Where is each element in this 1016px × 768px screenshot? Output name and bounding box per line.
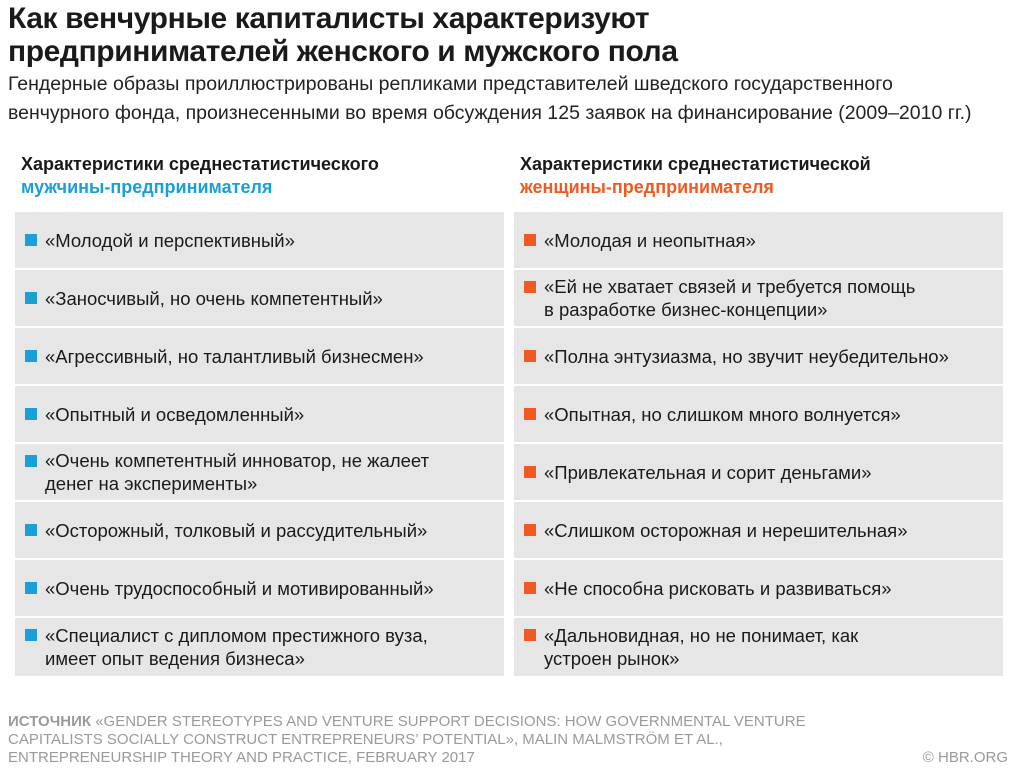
list-item — [15, 618, 504, 676]
source-line-1: «GENDER STEREOTYPES AND VENTURE SUPPORT DECISIONS: HOW GOVERNMENTAL VENTURE — [95, 713, 806, 730]
female-column — [514, 153, 1003, 676]
list-item-text — [45, 624, 428, 670]
square-bullet-icon — [524, 524, 536, 536]
square-bullet-icon — [524, 582, 536, 594]
source-label: ИСТОЧНИК — [8, 713, 92, 730]
list-item-line-2: имеет опыт ведения бизнеса» — [45, 648, 305, 669]
list-item-text — [45, 577, 434, 600]
square-bullet-icon — [25, 455, 37, 467]
male-header-line-1: Характеристики среднестатистического — [21, 154, 379, 174]
square-bullet-icon — [524, 629, 536, 641]
list-item-line-1: «Опытный и осведомленный» — [45, 403, 305, 425]
list-item-line-2: денег на эксперименты» — [45, 473, 258, 494]
page-title — [8, 2, 1008, 68]
list-item-line-1: «Привлекательная и сорит деньгами» — [544, 461, 872, 483]
list-item — [15, 560, 504, 616]
female-header-line-2: женщины-предпринимателя — [520, 177, 774, 197]
square-bullet-icon — [524, 234, 536, 246]
list-item-text — [45, 229, 295, 252]
male-column — [15, 153, 504, 676]
list-item-text — [544, 461, 871, 484]
list-item-line-1: «Не способна рисковать и развиваться» — [544, 577, 892, 599]
list-item — [15, 444, 504, 500]
list-item-text — [544, 229, 756, 252]
source-note — [8, 713, 908, 767]
subtitle-line-1: Гендерные образы проиллюстрированы репликами представителей шведского государственного — [8, 73, 893, 95]
list-item — [514, 444, 1003, 500]
list-item — [514, 328, 1003, 384]
female-column-header — [514, 153, 1003, 212]
list-item-line-1: «Специалист с дипломом престижного вуза, — [45, 625, 428, 646]
square-bullet-icon — [25, 234, 37, 246]
list-item-text — [544, 577, 892, 600]
list-item-text — [45, 519, 427, 542]
male-list — [15, 212, 504, 676]
copyright: © HBR.ORG — [922, 749, 1008, 766]
list-item-line-2: в разработке бизнес-концепции» — [544, 299, 828, 320]
list-item-text — [544, 345, 949, 368]
list-item — [15, 328, 504, 384]
list-item — [514, 502, 1003, 558]
list-item-text — [544, 624, 858, 670]
square-bullet-icon — [25, 524, 37, 536]
square-bullet-icon — [25, 292, 37, 304]
title-line-2: предпринимателей женского и мужского пола — [8, 35, 678, 68]
list-item-text — [544, 275, 915, 321]
list-item-line-1: «Очень трудоспособный и мотивированный» — [45, 577, 434, 599]
title-line-1: Как венчурные капиталисты характеризуют — [8, 2, 650, 35]
square-bullet-icon — [25, 629, 37, 641]
list-item — [514, 386, 1003, 442]
list-item — [514, 560, 1003, 616]
list-item-text — [544, 403, 901, 426]
list-item — [15, 270, 504, 326]
list-item-text — [45, 403, 304, 426]
square-bullet-icon — [25, 582, 37, 594]
list-item-text — [45, 345, 424, 368]
list-item-text — [45, 287, 383, 310]
list-item-text — [45, 449, 429, 495]
list-item-text — [544, 519, 908, 542]
square-bullet-icon — [524, 408, 536, 420]
list-item — [514, 618, 1003, 676]
list-item-line-1: «Агрессивный, но талантливый бизнесмен» — [45, 345, 424, 367]
square-bullet-icon — [524, 466, 536, 478]
list-item-line-1: «Осторожный, толковый и рассудительный» — [45, 519, 428, 541]
source-line-3: ENTREPRENEURSHIP THEORY AND PRACTICE, FEBRUARY 2017 — [8, 749, 475, 766]
male-column-header — [15, 153, 504, 212]
list-item — [514, 270, 1003, 326]
list-item-line-2: устроен рынок» — [544, 648, 680, 669]
list-item — [15, 212, 504, 268]
list-item — [514, 212, 1003, 268]
list-item-line-1: «Полна энтузиазма, но звучит неубедительно» — [544, 345, 949, 367]
male-header-line-2: мужчины-предпринимателя — [21, 177, 273, 197]
list-item — [15, 386, 504, 442]
list-item-line-1: «Молодой и перспективный» — [45, 229, 295, 251]
female-header-line-1: Характеристики среднестатистической — [520, 154, 871, 174]
list-item-line-1: «Слишком осторожная и нерешительная» — [544, 519, 908, 541]
square-bullet-icon — [25, 408, 37, 420]
list-item-line-1: «Ей не хватает связей и требуется помощь — [544, 276, 916, 297]
female-list — [514, 212, 1003, 676]
list-item — [15, 502, 504, 558]
list-item-line-1: «Опытная, но слишком много волнуется» — [544, 403, 901, 425]
square-bullet-icon — [524, 281, 536, 293]
square-bullet-icon — [524, 350, 536, 362]
source-line-2: CAPITALISTS SOCIALLY CONSTRUCT ENTREPRENEURS’ POTENTIAL», MALIN MALMSTRÖM ET AL., — [8, 731, 723, 748]
list-item-line-1: «Дальновидная, но не понимает, как — [544, 625, 859, 646]
subtitle-line-2: венчурного фонда, произнесенными во время обсуждения 125 заявок на финансирование (2009–2010 гг.) — [8, 102, 972, 124]
list-item-line-1: «Молодая и неопытная» — [544, 229, 756, 251]
page-subtitle — [8, 70, 1008, 128]
list-item-line-1: «Заносчивый, но очень компетентный» — [45, 287, 383, 309]
list-item-line-1: «Очень компетентный инноватор, не жалеет — [45, 450, 430, 471]
square-bullet-icon — [25, 350, 37, 362]
